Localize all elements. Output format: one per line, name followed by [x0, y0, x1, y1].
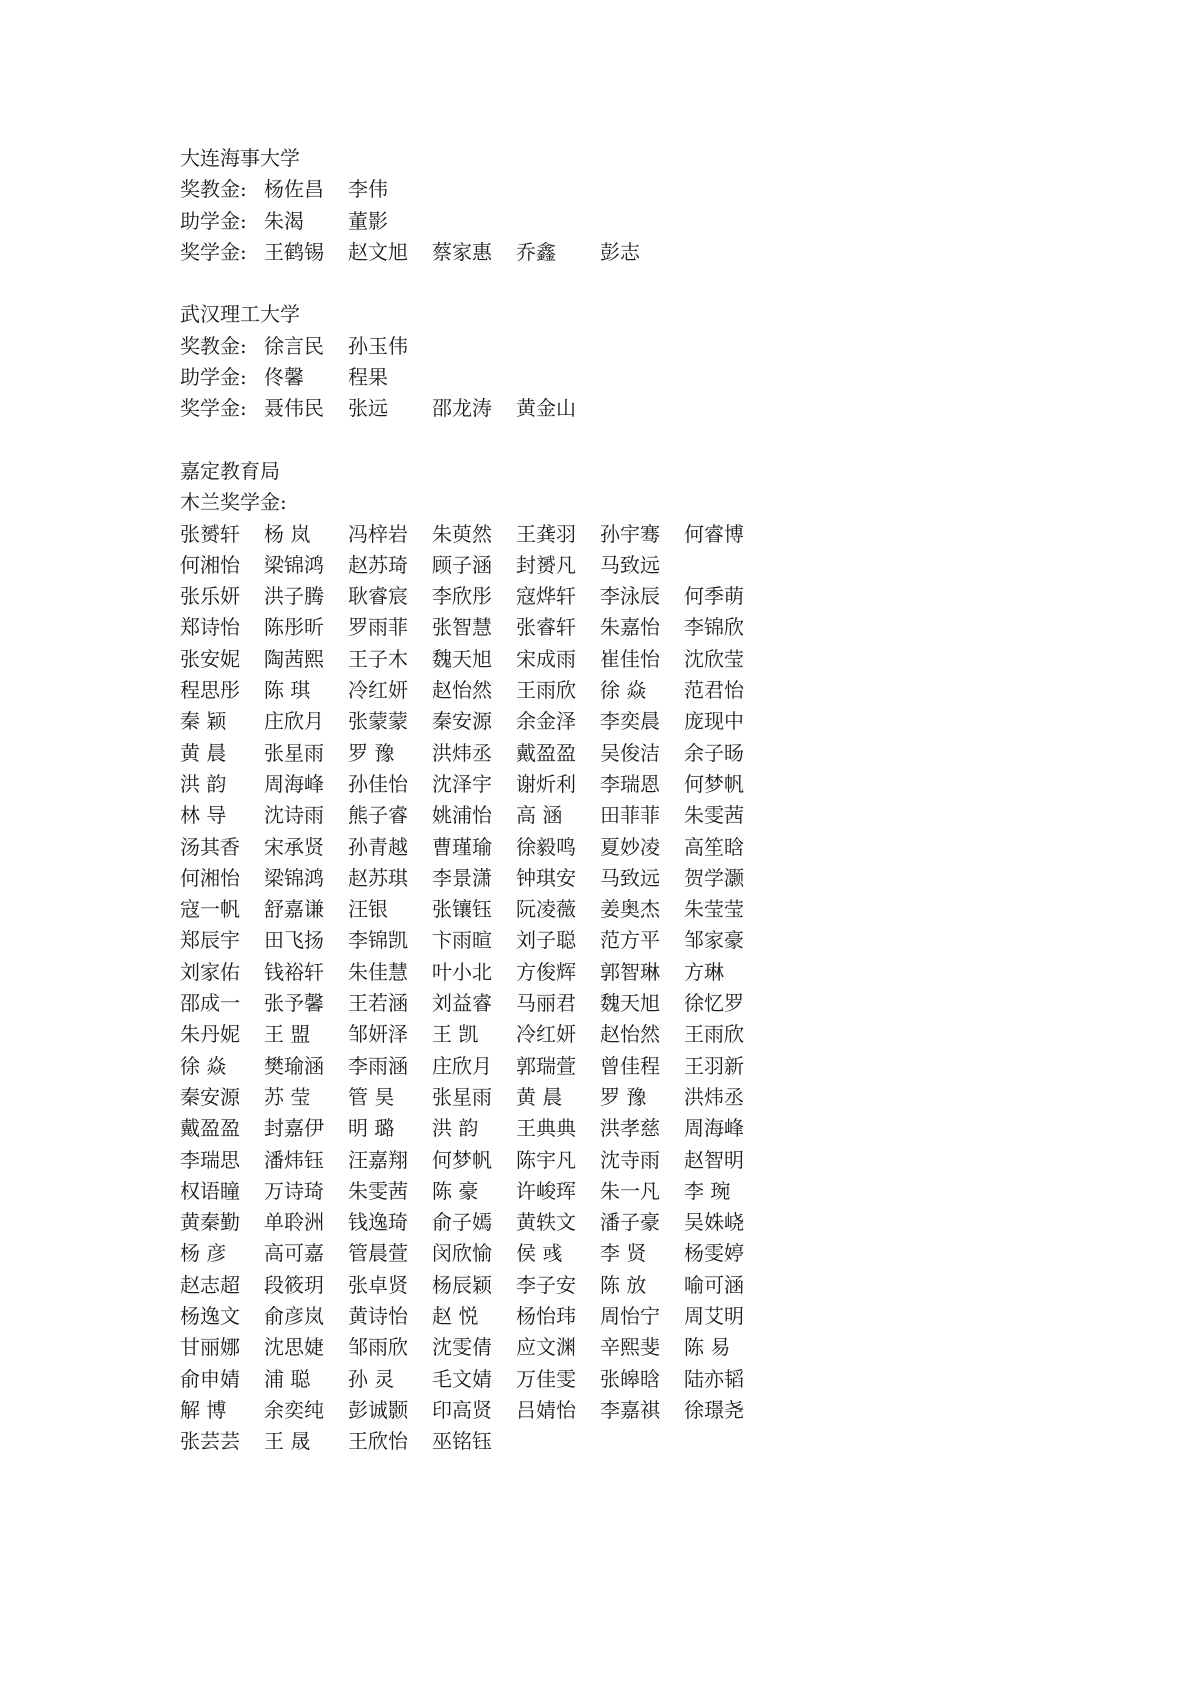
recipient-name: 万佳雯 [516, 1366, 576, 1391]
recipient-name: 洪炜丞 [684, 1084, 744, 1109]
recipient-name: 谢炘利 [516, 771, 576, 796]
scholarship-subtitle: 木兰奖学金: [180, 490, 287, 515]
name-grid-row [180, 738, 1080, 769]
recipient-name: 万诗琦 [264, 1178, 324, 1203]
recipient-name: 朱萸然 [432, 521, 492, 546]
award-label: 奖学金: [180, 396, 247, 421]
name-grid-row [180, 519, 1080, 550]
name-grid-row [180, 612, 1080, 643]
recipient-name: 王雨欣 [684, 1022, 744, 1047]
name-grid-row [180, 675, 1080, 706]
recipient-name: 罗 豫 [600, 1084, 647, 1109]
recipient-name: 张卓贤 [348, 1272, 408, 1297]
recipient-name: 王若涵 [348, 991, 408, 1016]
recipient-name: 管晨萱 [348, 1241, 408, 1266]
recipient-name: 孙 灵 [348, 1366, 395, 1391]
award-row [180, 331, 1080, 362]
recipient-name: 朱佳慧 [348, 959, 408, 984]
recipient-name: 徐 焱 [600, 678, 647, 703]
recipient-name: 梁锦鸿 [264, 865, 324, 890]
recipient-name: 赵怡然 [432, 678, 492, 703]
recipient-name: 阮凌薇 [516, 897, 576, 922]
name-grid-row [180, 925, 1080, 956]
recipient-name: 苏 莹 [264, 1084, 311, 1109]
recipient-name: 管 昊 [348, 1084, 395, 1109]
recipient-name: 吴姝峣 [684, 1210, 744, 1235]
recipient-name: 封嘉伊 [264, 1116, 324, 1141]
recipient-name: 冷红妍 [516, 1022, 576, 1047]
recipient-name: 宋成雨 [516, 646, 576, 671]
name-grid-row [180, 1019, 1080, 1050]
name-grid-row [180, 644, 1080, 675]
name-grid-row [180, 1051, 1080, 1082]
recipient-name: 朱一凡 [600, 1178, 660, 1203]
recipient-name: 秦安源 [432, 709, 492, 734]
recipient-name: 方琳 [684, 959, 724, 984]
recipient-name: 明 璐 [348, 1116, 395, 1141]
recipient-name: 黄诗怡 [348, 1303, 408, 1328]
recipient-name: 沈思婕 [264, 1335, 324, 1360]
recipient-name: 乔鑫 [516, 239, 556, 264]
recipient-name: 卞雨暄 [432, 928, 492, 953]
recipient-name: 汤其香 [180, 834, 240, 859]
recipient-name: 杨 彦 [180, 1241, 227, 1266]
recipient-name: 庄欣月 [264, 709, 324, 734]
recipient-name: 张远 [348, 396, 388, 421]
recipient-name: 贺学灏 [684, 865, 744, 890]
recipient-name: 赵志超 [180, 1272, 240, 1297]
recipient-name: 彭志 [600, 239, 640, 264]
recipient-name: 张星雨 [264, 740, 324, 765]
recipient-name: 魏天旭 [432, 646, 492, 671]
recipient-name: 罗 豫 [348, 740, 395, 765]
recipient-name: 洪炜丞 [432, 740, 492, 765]
recipient-name: 李景潇 [432, 865, 492, 890]
recipient-name: 封赟凡 [516, 552, 576, 577]
recipient-name: 曾佳程 [600, 1053, 660, 1078]
award-row [180, 393, 1080, 424]
recipient-name: 杨 岚 [264, 521, 311, 546]
recipient-name: 张睿轩 [516, 615, 576, 640]
recipient-name: 王龚羽 [516, 521, 576, 546]
recipient-name: 朱莹莹 [684, 897, 744, 922]
recipient-name: 朱雯茜 [684, 803, 744, 828]
section-title: 武汉理工大学 [180, 302, 300, 327]
recipient-name: 赵智明 [684, 1147, 744, 1172]
section-spacer [180, 425, 1080, 456]
award-row [180, 206, 1080, 237]
section-spacer [180, 268, 1080, 299]
recipient-name: 赵苏琦 [348, 552, 408, 577]
name-grid-row [180, 706, 1080, 737]
recipient-name: 黄 晨 [180, 740, 227, 765]
recipient-name: 程思彤 [180, 678, 240, 703]
recipient-name: 何季萌 [684, 584, 744, 609]
recipient-name: 李奕晨 [600, 709, 660, 734]
recipient-name: 曹瑾瑜 [432, 834, 492, 859]
recipient-name: 李 琬 [684, 1178, 731, 1203]
recipient-name: 何梦帆 [432, 1147, 492, 1172]
recipient-name: 李嘉祺 [600, 1397, 660, 1422]
recipient-name: 侯 彧 [516, 1241, 563, 1266]
recipient-name: 杨逸文 [180, 1303, 240, 1328]
recipient-name: 余子旸 [684, 740, 744, 765]
name-grid-row [180, 1176, 1080, 1207]
recipient-name: 庄欣月 [432, 1053, 492, 1078]
recipient-name: 寇一帆 [180, 897, 240, 922]
recipient-name: 浦 聪 [264, 1366, 311, 1391]
recipient-name: 洪孝慈 [600, 1116, 660, 1141]
recipient-name: 崔佳怡 [600, 646, 660, 671]
award-row [180, 237, 1080, 268]
recipient-name: 范方平 [600, 928, 660, 953]
recipient-name: 巫铭钰 [432, 1429, 492, 1454]
award-label: 奖教金: [180, 177, 247, 202]
recipient-name: 李雨涵 [348, 1053, 408, 1078]
name-grid-row [180, 894, 1080, 925]
recipient-name: 许峻珲 [516, 1178, 576, 1203]
recipient-name: 印高贤 [432, 1397, 492, 1422]
section-title: 嘉定教育局 [180, 458, 280, 483]
recipient-name: 刘子聪 [516, 928, 576, 953]
recipient-name: 寇烨轩 [516, 584, 576, 609]
recipient-name: 何睿博 [684, 521, 744, 546]
recipient-name: 高笙晗 [684, 834, 744, 859]
recipient-name: 潘炜钰 [264, 1147, 324, 1172]
recipient-name: 杨雯婷 [684, 1241, 744, 1266]
name-grid-row [180, 1395, 1080, 1426]
recipient-name: 陶茜熙 [264, 646, 324, 671]
recipient-name: 李伟 [348, 177, 388, 202]
recipient-name: 邵成一 [180, 991, 240, 1016]
recipient-name: 辛熙斐 [600, 1335, 660, 1360]
recipient-name: 余金泽 [516, 709, 576, 734]
name-grid-row [180, 1426, 1080, 1457]
name-grid-row [180, 1207, 1080, 1238]
name-grid-row [180, 800, 1080, 831]
recipient-name: 周怡宁 [600, 1303, 660, 1328]
recipient-name: 钟琪安 [516, 865, 576, 890]
recipient-name: 张乐妍 [180, 584, 240, 609]
recipient-name: 刘益睿 [432, 991, 492, 1016]
recipient-name: 范君怡 [684, 678, 744, 703]
recipient-name: 郭瑞萱 [516, 1053, 576, 1078]
recipient-name: 邵龙涛 [432, 396, 492, 421]
recipient-name: 郑诗怡 [180, 615, 240, 640]
recipient-name: 徐 焱 [180, 1053, 227, 1078]
recipient-name: 秦 颖 [180, 709, 227, 734]
recipient-name: 黄秦勤 [180, 1210, 240, 1235]
recipient-name: 李泳辰 [600, 584, 660, 609]
recipient-name: 黄金山 [516, 396, 576, 421]
recipient-name: 汪嘉翔 [348, 1147, 408, 1172]
recipient-name: 邹家豪 [684, 928, 744, 953]
award-label: 助学金: [180, 365, 247, 390]
recipient-name: 蔡家惠 [432, 239, 492, 264]
recipient-name: 罗雨菲 [348, 615, 408, 640]
recipient-name: 吴俊洁 [600, 740, 660, 765]
recipient-name: 李瑞恩 [600, 771, 660, 796]
recipient-name: 王雨欣 [516, 678, 576, 703]
name-grid-row [180, 581, 1080, 612]
recipient-name: 徐忆罗 [684, 991, 744, 1016]
recipient-name: 秦安源 [180, 1084, 240, 1109]
recipient-name: 权语瞳 [180, 1178, 240, 1203]
name-grid-row [180, 1145, 1080, 1176]
recipient-name: 梁锦鸿 [264, 552, 324, 577]
recipient-name: 徐言民 [264, 333, 324, 358]
recipient-name: 孙青越 [348, 834, 408, 859]
recipient-name: 冷红妍 [348, 678, 408, 703]
recipient-name: 陈 放 [600, 1272, 647, 1297]
recipient-name: 喻可涵 [684, 1272, 744, 1297]
recipient-name: 孙玉伟 [348, 333, 408, 358]
recipient-name: 赵 悦 [432, 1303, 479, 1328]
recipient-name: 陆亦韬 [684, 1366, 744, 1391]
recipient-name: 张予馨 [264, 991, 324, 1016]
name-grid-row [180, 1238, 1080, 1269]
award-label: 助学金: [180, 208, 247, 233]
recipient-name: 郑辰宇 [180, 928, 240, 953]
recipient-name: 朱丹妮 [180, 1022, 240, 1047]
recipient-name: 周艾明 [684, 1303, 744, 1328]
recipient-name: 何梦帆 [684, 771, 744, 796]
recipient-name: 杨辰颖 [432, 1272, 492, 1297]
recipient-name: 朱雯茜 [348, 1178, 408, 1203]
recipient-name: 沈雯倩 [432, 1335, 492, 1360]
name-grid-row [180, 769, 1080, 800]
recipient-name: 单聆洲 [264, 1210, 324, 1235]
recipient-name: 洪 韵 [180, 771, 227, 796]
name-grid-row [180, 863, 1080, 894]
name-grid-row [180, 1364, 1080, 1395]
recipient-name: 俞彦岚 [264, 1303, 324, 1328]
recipient-name: 赵苏琪 [348, 865, 408, 890]
recipient-name: 姜奥杰 [600, 897, 660, 922]
recipient-name: 朱渴 [264, 208, 304, 233]
recipient-name: 潘子豪 [600, 1210, 660, 1235]
recipient-name: 钱逸琦 [348, 1210, 408, 1235]
recipient-name: 佟馨 [264, 365, 304, 390]
recipient-name: 洪 韵 [432, 1116, 479, 1141]
recipient-name: 王 凯 [432, 1022, 479, 1047]
name-grid-row [180, 550, 1080, 581]
recipient-name: 赵怡然 [600, 1022, 660, 1047]
name-grid-row [180, 1082, 1080, 1113]
recipient-name: 刘家佑 [180, 959, 240, 984]
recipient-name: 高可嘉 [264, 1241, 324, 1266]
recipient-name: 程果 [348, 365, 388, 390]
recipient-name: 魏天旭 [600, 991, 660, 1016]
award-label: 奖学金: [180, 239, 247, 264]
recipient-name: 何湘怡 [180, 552, 240, 577]
recipient-name: 王羽新 [684, 1053, 744, 1078]
name-grid-row [180, 957, 1080, 988]
recipient-name: 顾子涵 [432, 552, 492, 577]
recipient-name: 甘丽娜 [180, 1335, 240, 1360]
recipient-name: 徐璟尧 [684, 1397, 744, 1422]
award-row [180, 362, 1080, 393]
recipient-name: 闵欣愉 [432, 1241, 492, 1266]
recipient-name: 朱嘉怡 [600, 615, 660, 640]
recipient-name: 钱裕轩 [264, 959, 324, 984]
recipient-name: 孙宇骞 [600, 521, 660, 546]
name-grid-row [180, 832, 1080, 863]
recipient-name: 王 盟 [264, 1022, 311, 1047]
recipient-name: 王典典 [516, 1116, 576, 1141]
recipient-name: 陈彤昕 [264, 615, 324, 640]
recipient-name: 王鹤锡 [264, 239, 324, 264]
recipient-name: 李锦欣 [684, 615, 744, 640]
recipient-name: 沈泽宇 [432, 771, 492, 796]
recipient-name: 徐毅鸣 [516, 834, 576, 859]
recipient-name: 田飞扬 [264, 928, 324, 953]
recipient-name: 聂伟民 [264, 396, 324, 421]
name-grid-row [180, 1301, 1080, 1332]
recipient-name: 王欣怡 [348, 1429, 408, 1454]
recipient-name: 郭智琳 [600, 959, 660, 984]
award-label: 奖教金: [180, 333, 247, 358]
name-grid-row [180, 1113, 1080, 1144]
recipient-name: 张芸芸 [180, 1429, 240, 1454]
recipient-name: 邹雨欣 [348, 1335, 408, 1360]
recipient-name: 王子木 [348, 646, 408, 671]
name-grid-row [180, 1332, 1080, 1363]
recipient-name: 余奕纯 [264, 1397, 324, 1422]
recipient-name: 陈 豪 [432, 1178, 479, 1203]
recipient-name: 王 晟 [264, 1429, 311, 1454]
award-row [180, 174, 1080, 205]
name-grid-row [180, 1270, 1080, 1301]
recipient-name: 陈 易 [684, 1335, 731, 1360]
recipient-name: 李欣彤 [432, 584, 492, 609]
recipient-name: 张安妮 [180, 646, 240, 671]
recipient-name: 戴盈盈 [516, 740, 576, 765]
recipient-name: 陈 琪 [264, 678, 311, 703]
recipient-name: 方俊辉 [516, 959, 576, 984]
recipient-name: 李锦凯 [348, 928, 408, 953]
recipient-name: 李子安 [516, 1272, 576, 1297]
recipient-name: 马丽君 [516, 991, 576, 1016]
recipient-name: 陈宇凡 [516, 1147, 576, 1172]
recipient-name: 俞子嫣 [432, 1210, 492, 1235]
recipient-name: 赵文旭 [348, 239, 408, 264]
recipient-name: 张镶钰 [432, 897, 492, 922]
recipient-name: 夏妙凌 [600, 834, 660, 859]
recipient-name: 应文渊 [516, 1335, 576, 1360]
recipient-name: 解 博 [180, 1397, 227, 1422]
recipient-name: 叶小北 [432, 959, 492, 984]
recipient-name: 洪子腾 [264, 584, 324, 609]
name-grid-row [180, 988, 1080, 1019]
document-page [180, 143, 1080, 1457]
recipient-name: 舒嘉谦 [264, 897, 324, 922]
recipient-name: 田菲菲 [600, 803, 660, 828]
recipient-name: 熊子睿 [348, 803, 408, 828]
recipient-name: 段筱玥 [264, 1272, 324, 1297]
recipient-name: 毛文婧 [432, 1366, 492, 1391]
recipient-name: 杨怡玮 [516, 1303, 576, 1328]
recipient-name: 戴盈盈 [180, 1116, 240, 1141]
recipient-name: 彭诚颢 [348, 1397, 408, 1422]
recipient-name: 沈诗雨 [264, 803, 324, 828]
recipient-name: 张蒙蒙 [348, 709, 408, 734]
recipient-name: 庞现中 [684, 709, 744, 734]
recipient-name: 张星雨 [432, 1084, 492, 1109]
recipient-name: 俞申婧 [180, 1366, 240, 1391]
recipient-name: 黄轶文 [516, 1210, 576, 1235]
recipient-name: 沈寺雨 [600, 1147, 660, 1172]
recipient-name: 张赟轩 [180, 521, 240, 546]
recipient-name: 马致远 [600, 552, 660, 577]
recipient-name: 邹妍泽 [348, 1022, 408, 1047]
recipient-name: 冯梓岩 [348, 521, 408, 546]
section-title: 大连海事大学 [180, 146, 300, 170]
recipient-name: 黄 晨 [516, 1084, 563, 1109]
recipient-name: 宋承贤 [264, 834, 324, 859]
recipient-name: 孙佳怡 [348, 771, 408, 796]
recipient-name: 沈欣莹 [684, 646, 744, 671]
recipient-name: 何湘怡 [180, 865, 240, 890]
recipient-name: 林 导 [180, 803, 227, 828]
recipient-name: 姚浦怡 [432, 803, 492, 828]
recipient-name: 董影 [348, 208, 388, 233]
recipient-name: 李 贤 [600, 1241, 647, 1266]
recipient-name: 马致远 [600, 865, 660, 890]
recipient-name: 张皞晗 [600, 1366, 660, 1391]
recipient-name: 耿睿宸 [348, 584, 408, 609]
recipient-name: 李瑞思 [180, 1147, 240, 1172]
recipient-name: 汪银 [348, 897, 388, 922]
recipient-name: 周海峰 [684, 1116, 744, 1141]
recipient-name: 吕婧怡 [516, 1397, 576, 1422]
recipient-name: 高 涵 [516, 803, 563, 828]
recipient-name: 杨佐昌 [264, 177, 324, 202]
recipient-name: 张智慧 [432, 615, 492, 640]
recipient-name: 周海峰 [264, 771, 324, 796]
recipient-name: 樊瑜涵 [264, 1053, 324, 1078]
